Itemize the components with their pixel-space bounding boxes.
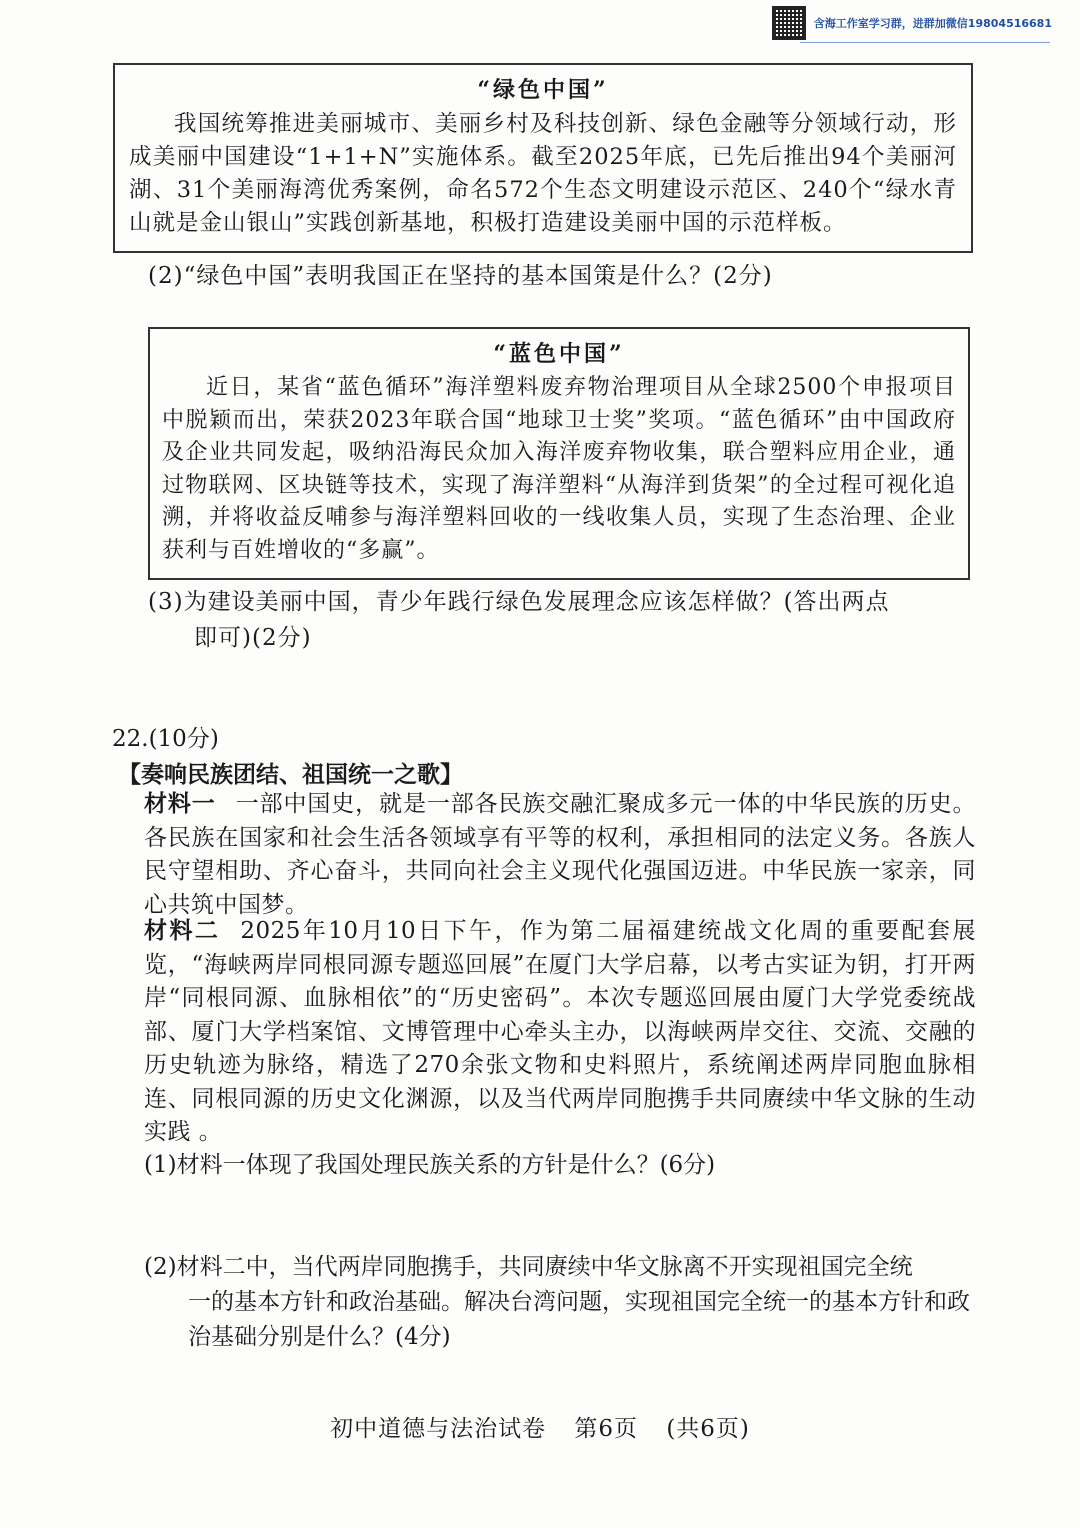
qr-code-icon	[772, 6, 806, 40]
material-two	[144, 915, 976, 1150]
question-22-2-rest: 一的基本方针和政治基础。解决台湾问题，实现祖国完全统一的基本方针和政治基础分别是什么？(4分)	[188, 1289, 970, 1350]
question-21-3-line2: 即可)(2分)	[194, 625, 312, 651]
green-china-box	[113, 63, 973, 253]
question-22-2	[144, 1250, 976, 1355]
material-one-label: 材料一	[144, 791, 216, 817]
blue-china-box	[148, 327, 970, 580]
green-china-body: 我国统筹推进美丽城市、美丽乡村及科技创新、绿色金融等分领域行动，形成美丽中国建设“1+1+N”实施体系。截至2025年底，已先后推出94个美丽河湖、31个美丽海湾优秀案例，命名572个生态文明建设示范区、240个“绿水青山就是金山银山”实践创新基地，积极打造建设美丽中国的示范样板。	[129, 111, 957, 236]
blue-china-title: “蓝色中国”	[493, 341, 625, 367]
question-22-number: 22.(10分)	[112, 726, 219, 752]
footer-total: (共6页)	[666, 1416, 750, 1442]
footer-page: 第6页	[574, 1416, 639, 1442]
header-rule	[800, 42, 1050, 43]
footer-subject: 初中道德与法治试卷	[330, 1416, 547, 1442]
question-21-3	[148, 584, 978, 656]
section-title: 【奏响民族团结、祖国统一之歌】	[118, 762, 463, 788]
material-two-text: 2025年10月10日下午，作为第二届福建统战文化周的重要配套展览，“海峡两岸同根同源专题巡回展”在厦门大学启幕，以考古实证为钥，打开两岸“同根同源、血脉相依”的“历史密码”。本次专题巡回展由厦门大学党委统战部、厦门大学档案馆、文博管理中心牵头主办，以海峡两岸交往、交流、交融的历史轨迹为脉络，精选了270余张文物和史料照片，系统阐述两岸同胞血脉相连、同根同源的历史文化渊源，以及当代两岸同胞携手共同赓续中华文脉的生动实践 。	[144, 918, 976, 1145]
material-one-text: 一部中国史，就是一部各民族交融汇聚成多元一体的中华民族的历史。各民族在国家和社会生活各领域享有平等的权利，承担相同的法定义务。各族人民守望相助、齐心奋斗，共同向社会主义现代化强国迈进。中华民族一家亲，同心共筑中国梦。	[144, 791, 977, 918]
page-footer	[0, 1410, 1080, 1443]
watermark-text: 含海工作室学习群，进群加微信19804516681	[813, 17, 1052, 30]
question-22-1: (1)材料一体现了我国处理民族关系的方针是什么？(6分)	[144, 1152, 716, 1178]
question-21-2: (2)“绿色中国”表明我国正在坚持的基本国策是什么？(2分)	[148, 263, 773, 289]
question-21-3-line1: (3)为建设美丽中国，青少年践行绿色发展理念应该怎样做？(答出两点	[148, 589, 890, 615]
question-22-2-line1: (2)材料二中，当代两岸同胞携手，共同赓续中华文脉离不开实现祖国完全统	[144, 1254, 913, 1280]
page-header	[772, 6, 1052, 40]
material-one	[144, 788, 976, 922]
green-china-title: “绿色中国”	[477, 77, 609, 103]
material-two-label: 材料二	[144, 918, 221, 944]
blue-china-body: 近日，某省“蓝色循环”海洋塑料废弃物治理项目从全球2500个申报项目中脱颖而出，荣获2023年联合国“地球卫士奖”奖项。“蓝色循环”由中国政府及企业共同发起，吸纳沿海民众加入海洋废弃物收集，联合塑料应用企业，通过物联网、区块链等技术，实现了海洋塑料“从海洋到货架”的全过程可视化追溯，并将收益反哺参与海洋塑料回收的一线收集人员，实现了生态治理、企业获利与百姓增收的“多赢”。	[162, 375, 956, 563]
